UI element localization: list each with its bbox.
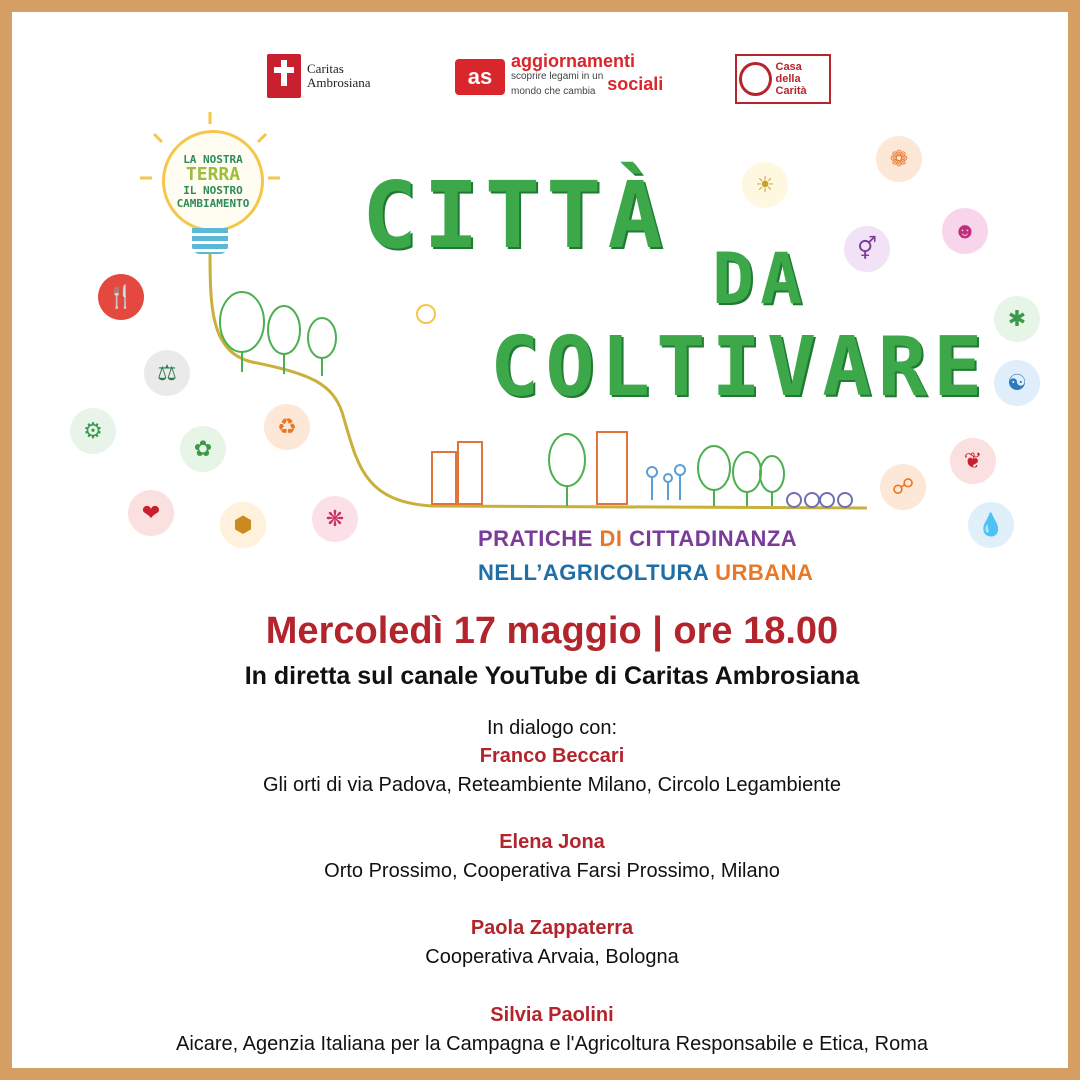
sun-icon	[417, 305, 435, 323]
subtitle-line2	[478, 560, 813, 586]
speaker-name: Elena Jona	[499, 831, 605, 853]
sharing-hands-icon: ❤	[128, 490, 174, 536]
title-line2: DA	[712, 238, 809, 320]
subtitle-line1	[478, 526, 797, 552]
people-together-icon: ☻	[942, 208, 988, 254]
water-drop-icon: 💧	[968, 502, 1014, 548]
speaker-name: Silvia Paolini	[490, 1004, 614, 1026]
speaker-name: Franco Beccari	[479, 745, 625, 767]
gender-equality-icon: ⚥	[844, 226, 890, 272]
casa-line1: Casa della	[775, 61, 802, 85]
agg-title: aggiornamenti	[511, 51, 636, 71]
bicycles	[787, 493, 852, 507]
justice-icon: ⚖	[144, 350, 190, 396]
bulb-line4: CAMBIAMENTO	[176, 196, 250, 210]
speaker-name: Paola Zappaterra	[470, 917, 634, 939]
subtitle-word-urbana: URBANA	[715, 560, 814, 585]
agg-tagline1: scoprire legami in un	[511, 71, 604, 82]
family-figures	[647, 465, 685, 500]
speaker-affiliation: Orto Prossimo, Cooperativa Farsi Prossimo, Milano	[324, 860, 780, 882]
hand-plant-icon: ✿	[180, 426, 226, 472]
bulb-line3: IL NOSTRO	[183, 183, 243, 197]
subtitle-word-di: DI	[599, 526, 623, 551]
trees-left	[220, 292, 336, 376]
handshake-icon: ☍	[880, 464, 926, 510]
event-date-time: Mercoledì 17 maggio | ore 18.00	[265, 610, 839, 652]
care-hands-icon: ❦	[950, 438, 996, 484]
subtitle-word-pratiche: PRATICHE	[478, 526, 593, 551]
city-landscape-illustration	[12, 12, 1080, 612]
as-mark-icon: as	[455, 59, 505, 95]
caritas-logo-line2: Ambrosiana	[307, 75, 371, 90]
peace-dove-icon: ☯	[994, 360, 1040, 406]
network-icon: ❋	[312, 496, 358, 542]
agg-tagline2: mondo che cambia	[511, 86, 596, 97]
speaker-affiliation: Aicare, Agenzia Italiana per la Campagna e l'Agricoltura Responsabile e Etica, Roma	[175, 1033, 928, 1055]
bulb-base-icon	[192, 228, 228, 254]
idea-bulb-icon: ☀	[742, 162, 788, 208]
beehive-icon: ⬢	[220, 502, 266, 548]
bulb-badge	[162, 130, 264, 232]
food-icon: 🍴	[98, 274, 144, 320]
bulb-line2: TERRA	[185, 163, 241, 185]
wind-turbine-icon: ✱	[994, 296, 1040, 342]
recycle-icon: ♻	[264, 404, 310, 450]
caritas-logo-line1: Caritas	[307, 61, 344, 76]
speaker-affiliation: Gli orti di via Padova, Reteambiente Milano, Circolo Legambiente	[262, 774, 842, 796]
bulb-line1: LA NOSTRA	[183, 152, 243, 166]
buildings	[432, 432, 627, 504]
subtitle-word-agricoltura: NELL’AGRICOLTURA	[478, 560, 709, 585]
title-line1: CITTÀ	[362, 162, 669, 269]
live-stream-info: In diretta sul canale YouTube di Caritas Ambrosiana	[244, 662, 860, 690]
dialogue-intro: In dialogo con:	[486, 717, 618, 739]
earth-icon: ⚙	[70, 408, 116, 454]
subtitle-word-cittadinanza: CITTADINANZA	[629, 526, 798, 551]
trees-right	[549, 434, 784, 506]
casa-line2: Carità	[775, 85, 807, 97]
agg-title2: sociali	[607, 73, 664, 94]
speaker-affiliation: Cooperativa Arvaia, Bologna	[425, 946, 679, 968]
community-icon: ❁	[876, 136, 922, 182]
title-line3: COLTIVARE	[490, 320, 989, 415]
